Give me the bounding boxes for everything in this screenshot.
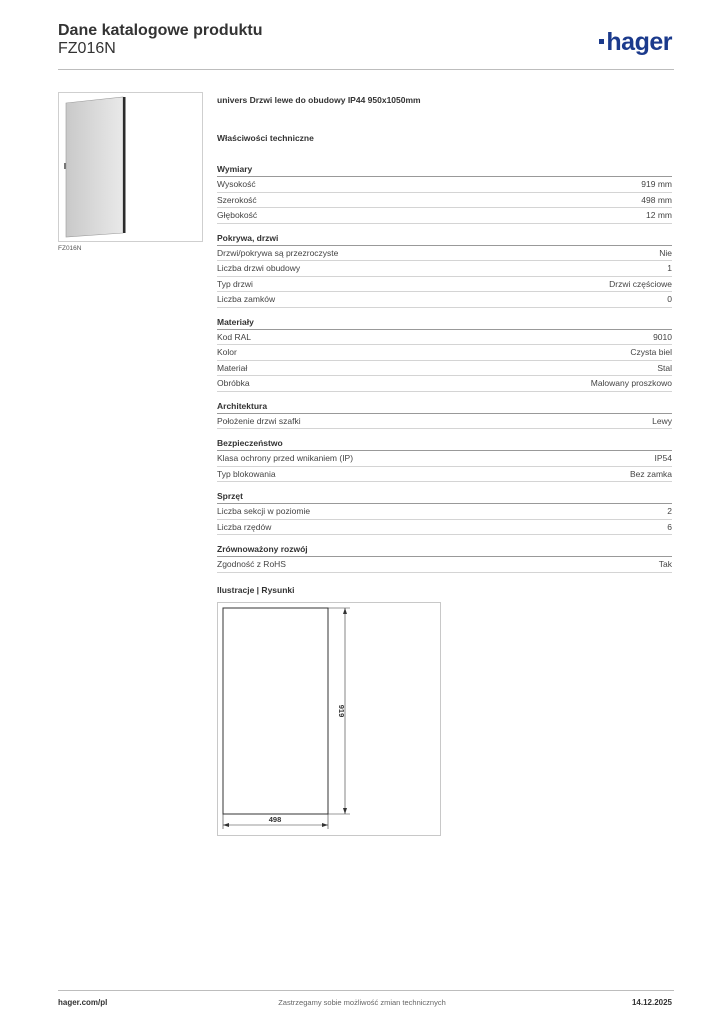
height-dimension-label: 919 [337, 704, 346, 717]
property-label: Szerokość [217, 194, 257, 205]
illustrations-heading: Ilustracje | Rysunki [217, 584, 295, 595]
property-value: Bez zamka [629, 468, 672, 479]
section-title: Architektura [217, 394, 672, 414]
property-label: Liczba drzwi obudowy [217, 263, 301, 273]
product-image [58, 92, 203, 242]
property-section [217, 310, 672, 392]
logo-dot-icon [599, 39, 604, 44]
door-product-icon [59, 93, 202, 241]
footer-disclaimer: Zastrzegamy sobie możliwość zmian technicznych [278, 998, 446, 1007]
footer-website-link[interactable]: hager.com/pl [58, 998, 108, 1007]
product-description: univers Drzwi lewe do obudowy IP44 950x1050mm [217, 95, 421, 105]
property-label: Położenie drzwi szafki [217, 415, 301, 426]
property-row [217, 277, 672, 293]
product-image-caption: FZ016N [58, 245, 82, 252]
page-title: Dane katalogowe produktu [58, 22, 263, 39]
property-label: Zgodność z RoHS [217, 559, 286, 569]
section-title: Materiały [217, 310, 672, 330]
property-label: Kolor [217, 347, 237, 357]
header-divider [58, 69, 674, 70]
dimension-drawing [217, 602, 441, 836]
property-row [217, 193, 672, 209]
property-label: Liczba sekcji w poziomie [217, 506, 311, 516]
property-section [217, 157, 672, 224]
technical-properties-heading: Właściwości techniczne [217, 133, 314, 143]
property-value: Tak [658, 559, 672, 569]
logo-text: hager [606, 28, 672, 56]
property-value: 919 mm [641, 179, 672, 189]
property-row [217, 246, 672, 262]
property-row [217, 361, 672, 377]
property-label: Typ drzwi [217, 278, 253, 289]
property-section [217, 484, 672, 535]
property-label: Kod RAL [217, 331, 252, 342]
property-row [217, 557, 672, 573]
property-label: Głębokość [217, 210, 258, 220]
property-section [217, 431, 672, 482]
property-row [217, 208, 672, 224]
section-title: Pokrywa, drzwi [217, 226, 672, 246]
property-value: Czysta biel [630, 347, 672, 357]
property-label: Wysokość [217, 179, 256, 189]
property-row [217, 177, 672, 193]
property-section [217, 537, 672, 573]
property-value: 2 [667, 506, 672, 516]
properties-sections [217, 157, 672, 573]
property-value: IP54 [654, 453, 672, 463]
property-label: Drzwi/pokrywa są przezroczyste [217, 247, 339, 258]
section-title: Zrównoważony rozwój [217, 537, 672, 557]
main-content [217, 95, 672, 836]
property-value: 12 mm [646, 210, 672, 220]
property-value: 1 [667, 263, 672, 273]
hager-logo [599, 28, 672, 57]
footer-date: 14.12.2025 [631, 998, 672, 1007]
property-row [217, 414, 672, 430]
section-title: Sprzęt [217, 484, 672, 504]
section-title: Bezpieczeństwo [217, 431, 672, 451]
property-value: 9010 [653, 331, 672, 342]
property-row [217, 261, 672, 277]
property-label: Klasa ochrony przed wnikaniem (IP) [217, 453, 354, 463]
product-code: FZ016N [58, 40, 116, 57]
property-label: Materiał [217, 362, 248, 373]
property-value: Nie [659, 247, 672, 258]
property-label: Liczba zamków [217, 294, 276, 304]
property-row [217, 345, 672, 361]
property-value: 498 mm [641, 194, 672, 205]
property-row [217, 520, 672, 536]
property-value: Drzwi częściowe [609, 278, 672, 289]
section-title: Wymiary [217, 157, 672, 177]
property-row [217, 451, 672, 467]
property-value: 6 [667, 521, 672, 532]
property-value: Lewy [652, 415, 672, 426]
property-value: Stal [657, 362, 672, 373]
property-row [217, 376, 672, 392]
property-row [217, 292, 672, 308]
property-section [217, 394, 672, 430]
footer-divider [58, 990, 674, 991]
property-label: Obróbka [217, 378, 250, 388]
property-row [217, 467, 672, 483]
width-dimension-label: 498 [268, 814, 282, 824]
dimension-drawing-svg [218, 603, 440, 835]
property-label: Typ blokowania [217, 468, 276, 479]
property-row [217, 504, 672, 520]
property-value: Malowany proszkowo [590, 378, 672, 388]
property-row [217, 330, 672, 346]
property-label: Liczba rzędów [217, 521, 272, 532]
property-value: 0 [667, 294, 672, 304]
property-section [217, 226, 672, 308]
